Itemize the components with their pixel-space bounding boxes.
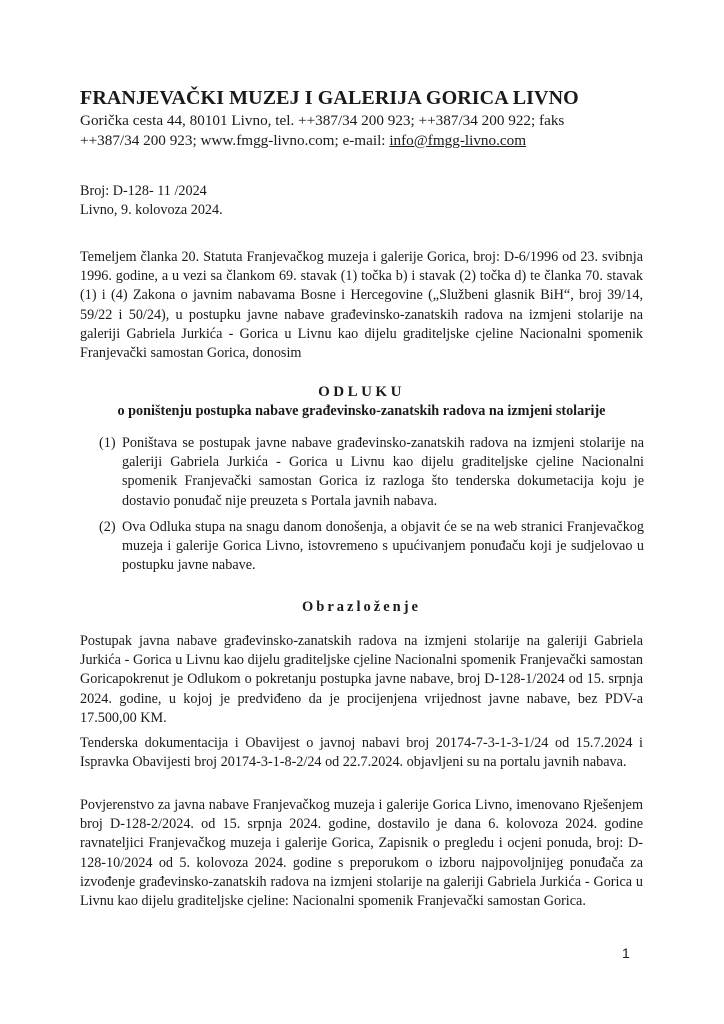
- item-text: Ova Odluka stupa na snagu danom donošenja, a objavit će se na web stranici Franjevačkog muzeja i galerije Gorica Livno, istovremeno s upućivanjem ponuđaču koji je sudjelovao u postupku javne nabave.: [122, 519, 644, 574]
- email-link[interactable]: info@fmgg-livno.com: [389, 131, 527, 149]
- letterhead: [80, 86, 660, 150]
- reference-block: [80, 182, 223, 220]
- place-and-date: Livno, 9. kolovoza 2024.: [80, 202, 223, 218]
- reasoning-paragraph: Povjerenstvo za javna nabave Franjevačkog muzeja i galerije Gorica Livno, imenovano Rješenjem broj D-128-2/2024. od 15. srpnja 2024. godine, dostavilo je dana 6. kolovoza 2024. godine ravnateljici Franjevačkog muzeja i galerije Gorica, Zapisnik o pregledu i ocjeni ponuda, broj: D-128-10/2024 od 5. kolovoza 2024. godine s preporukom o izboru najpovoljnijeg ponuđača za izvođenje građevinsko-zanatskih radova na izmjeni stolarije na galeriji Gabriela Jurkića - Gorica u Livnu kao dijelu graditeljske cjeline: Nacionalni spomenik Franjevački samostan Gorica.: [80, 797, 643, 910]
- contact-line-1: Gorička cesta 44, 80101 Livno, tel. ++387/34 200 923; ++387/34 200 922; faks: [80, 112, 565, 129]
- page-number: 1: [622, 945, 630, 961]
- reasoning-paragraph: Postupak javna nabave građevinsko-zanatskih radova na izmjeni stolarije na galeriji Gabriela Jurkića - Gorica u Livnu kao dijelu graditeljske cjeline Nacionalni spomenik Franjevački samostan Goricapokrenut je Odlukom o pokretanju postupka javne nabave, broj D-128-1/2024 od 15. srpnja 2024. godine, u kojoj je predviđeno da je procijenjena vrijednost javne nabave, bez PDV-a 17.500,00 KM.: [80, 633, 643, 726]
- reference-number: Broj: D-128- 11 /2024: [80, 183, 207, 199]
- preamble-paragraph: Temeljem članka 20. Statuta Franjevačkog muzeja i galerije Gorica, broj: D-6/1996 od 23. svibnja 1996. godine, a u vezi sa člankom 69. stavak (1) točka b) i stavak (2) točka d) te članka 70. stavak (1) i (4) Zakona o javnim nabavama Bosne i Hercegovine („Službeni glasnik BiH“, broj 39/14, 59/22 i 50/24), u postupku javne nabave građevinsko-zanatskih radova na izmjeni stolarije na galeriji Gabriela Jurkića - Gorica u Livnu kao dijelu graditeljske cjeline Nacionalni spomenik Franjevački samostan Gorica, donosim: [80, 249, 643, 362]
- decision-title: ODLUKU: [318, 384, 405, 400]
- item-number: (2): [99, 519, 116, 535]
- contact-line-2: ++387/34 200 923; www.fmgg-livno.com; e-mail:: [80, 131, 390, 149]
- reasoning-title: Obrazloženje: [302, 599, 421, 615]
- organization-name: FRANJEVAČKI MUZEJ I GALERIJA GORICA LIVNO: [80, 87, 579, 109]
- item-number: (1): [99, 435, 116, 451]
- decision-item: [99, 518, 644, 576]
- decision-item: [99, 434, 644, 511]
- item-text: Poništava se postupak javne nabave građevinsko-zanatskih radova na izmjeni stolarije na galeriji Gabriela Jurkića - Gorica u Livnu kao dijelu graditeljske cjeline Nacionalni spomenik Franjevački samostan Gorica iz razloga što tenderska dokumetacija koju je dostavio ponuđač nije preuzeta s Portala javnih nabava.: [122, 435, 644, 509]
- reasoning-paragraph: Tenderska dokumentacija i Obavijest o javnoj nabavi broj 20174-7-3-1-3-1/24 od 15.7.2024 i Ispravka Obavijesti broj 20174-3-1-8-2/24 od 22.7.2024. objavljeni su na portalu javnih nabava.: [80, 735, 643, 771]
- organization-contact: [80, 111, 660, 150]
- decision-subtitle: o poništenju postupka nabave građevinsko-zanatskih radova na izmjeni stolarije: [117, 403, 606, 419]
